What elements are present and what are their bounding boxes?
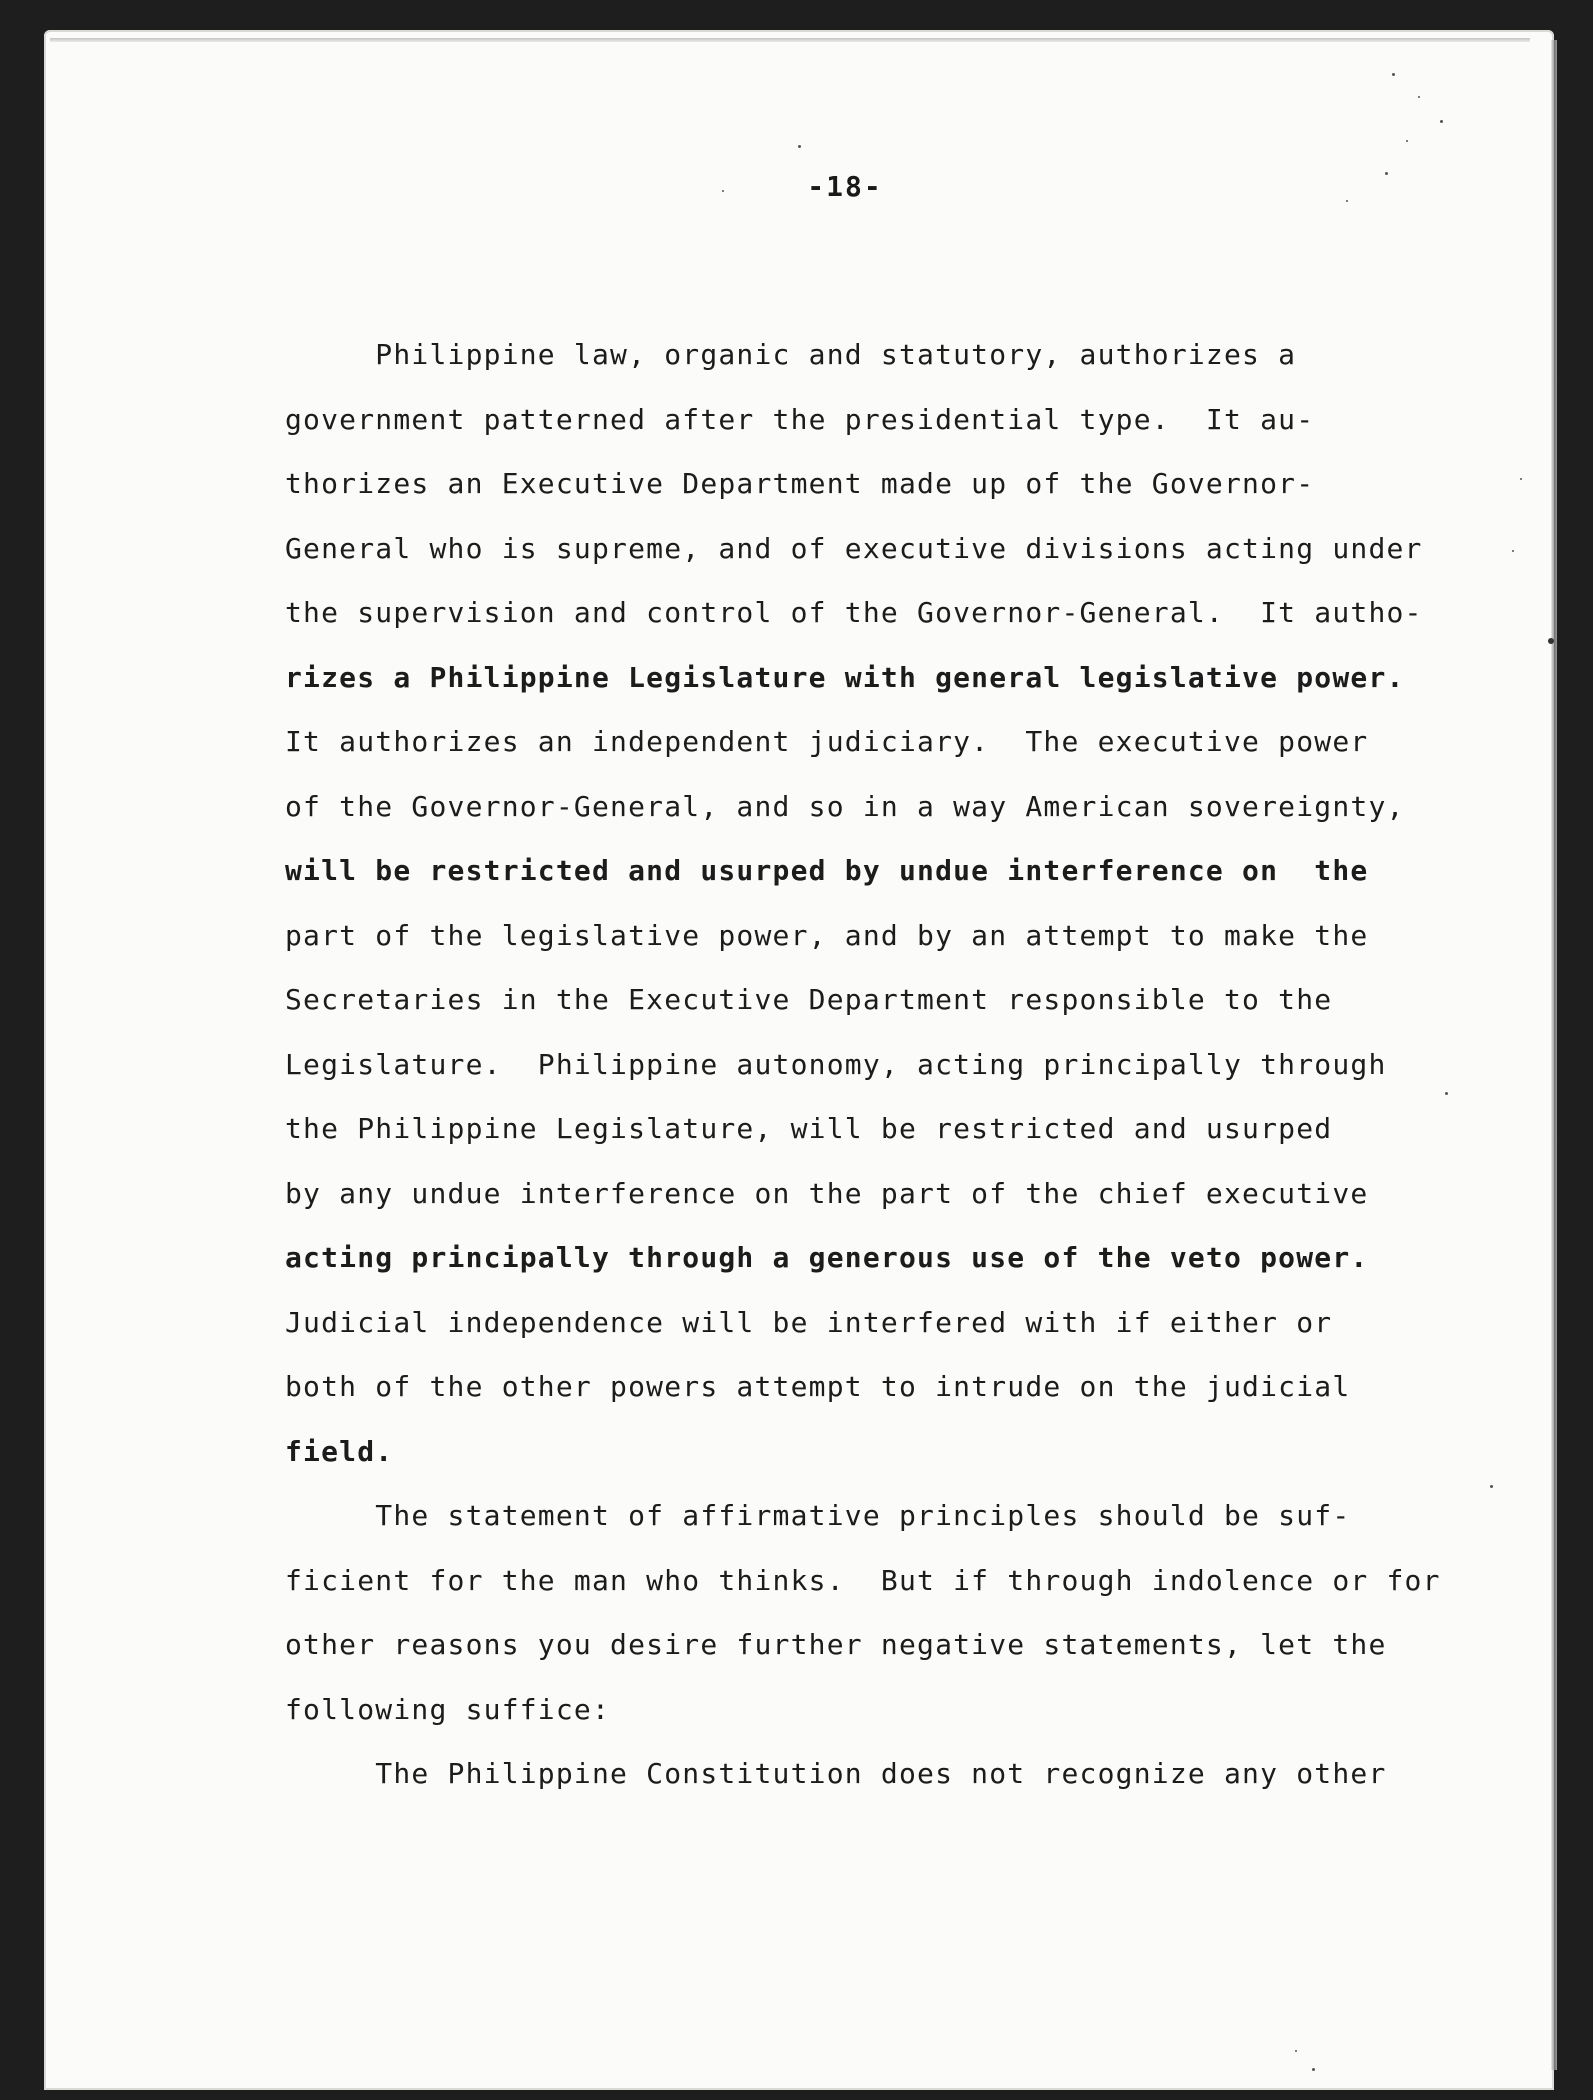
text-line: will be restricted and usurped by undue interference on the <box>285 854 1369 887</box>
text-line: It authorizes an independent judiciary. The executive power <box>285 725 1369 758</box>
scan-speck <box>1385 172 1388 175</box>
scan-speck <box>1406 140 1408 142</box>
text-line: Legislature. Philippine autonomy, acting principally through <box>285 1047 1387 1081</box>
text-line: government patterned after the presidential type. It au- <box>285 402 1315 436</box>
page-top-edge <box>50 38 1530 42</box>
text-line: rizes a Philippine Legislature with general legislative power. <box>285 660 1405 694</box>
text-line: Philippine law, organic and statutory, authorizes a <box>285 338 1297 371</box>
text-line: ficient for the man who thinks. But if through indolence or for <box>285 1563 1441 1597</box>
text-line: by any undue interference on the part of the chief executive <box>285 1176 1369 1210</box>
scan-speck <box>1295 2050 1297 2052</box>
scan-speck <box>1512 550 1514 552</box>
text-line: acting principally through a generous use of the veto power. <box>285 1241 1369 1274</box>
scan-speck <box>1392 73 1395 76</box>
text-line: of the Governor-General, and so in a way American sovereignty, <box>285 789 1405 823</box>
scan-speck <box>1520 478 1522 480</box>
scan-speck <box>798 145 801 148</box>
text-line: Judicial independence will be interfered with if either or <box>285 1305 1333 1339</box>
text-line: Secretaries in the Executive Department responsible to the <box>285 983 1333 1016</box>
scan-speck <box>1312 2068 1315 2071</box>
text-line: the supervision and control of the Governor-General. It autho- <box>285 596 1423 629</box>
scan-speck <box>1445 1092 1448 1095</box>
text-line: thorizes an Executive Department made up of the Governor- <box>285 467 1315 500</box>
text-line: the Philippine Legislature, will be restricted and usurped <box>285 1112 1333 1145</box>
scan-speck <box>1548 638 1554 644</box>
body-text <box>285 335 1485 1819</box>
scan-speck <box>1440 120 1443 123</box>
text-line: both of the other powers attempt to intrude on the judicial <box>285 1370 1351 1403</box>
text-line: The Philippine Constitution does not recognize any other <box>285 1757 1387 1790</box>
scan-speck <box>1418 96 1420 98</box>
text-line: The statement of affirmative principles should be suf- <box>285 1499 1351 1532</box>
text-line: other reasons you desire further negative statements, let the <box>285 1628 1387 1661</box>
text-line: General who is supreme, and of executive divisions acting under <box>285 531 1423 565</box>
scan-speck <box>722 190 724 192</box>
text-line: following suffice: <box>285 1692 611 1726</box>
text-line: field. <box>285 1434 394 1468</box>
scan-speck <box>1490 1485 1493 1488</box>
scan-speck <box>1346 200 1348 202</box>
page-number: -18- <box>807 170 883 203</box>
text-line: part of the legislative power, and by an attempt to make the <box>285 918 1369 952</box>
page-right-edge <box>1551 40 1557 2070</box>
